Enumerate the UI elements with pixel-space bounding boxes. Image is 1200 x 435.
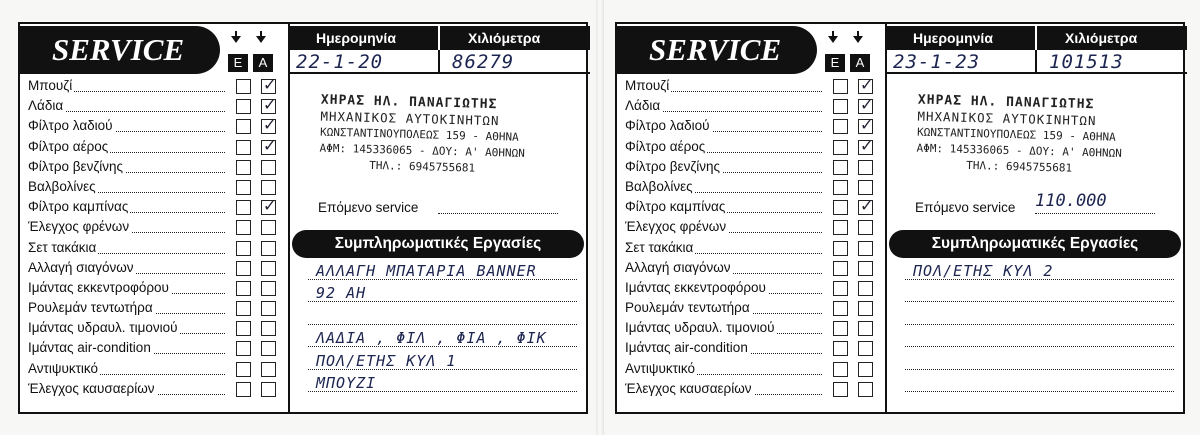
service-item bbox=[625, 318, 880, 338]
check-e-box[interactable] bbox=[833, 200, 848, 215]
check-e-box[interactable] bbox=[833, 362, 848, 377]
service-item bbox=[28, 116, 283, 136]
check-a-box[interactable] bbox=[858, 281, 873, 296]
checkmark-icon bbox=[860, 117, 873, 133]
check-e-box[interactable] bbox=[833, 79, 848, 94]
check-e-box[interactable] bbox=[833, 281, 848, 296]
extra-work-line[interactable] bbox=[905, 350, 1180, 373]
service-item bbox=[28, 96, 283, 116]
check-e-box[interactable] bbox=[833, 160, 848, 175]
service-item-label: Σετ τακάκια bbox=[28, 239, 97, 255]
check-e-box[interactable] bbox=[236, 382, 251, 397]
checkmark-icon bbox=[860, 138, 873, 154]
service-item bbox=[28, 217, 283, 237]
date-header: Ημερομηνία bbox=[913, 30, 993, 46]
record-header bbox=[887, 26, 1187, 50]
checklist-panel bbox=[617, 24, 883, 412]
check-e-box[interactable] bbox=[236, 79, 251, 94]
check-a-box[interactable] bbox=[261, 160, 276, 175]
check-a-box[interactable] bbox=[261, 180, 276, 195]
service-item bbox=[625, 96, 880, 116]
service-item bbox=[28, 177, 283, 197]
check-e-box[interactable] bbox=[236, 241, 251, 256]
stamp-phone: ΤΗΛ.: 6945755681 bbox=[369, 158, 476, 175]
check-a-box[interactable] bbox=[858, 160, 873, 175]
check-e-box[interactable] bbox=[236, 220, 251, 235]
check-a-box[interactable] bbox=[858, 301, 873, 316]
check-e-box[interactable] bbox=[833, 261, 848, 276]
service-item bbox=[28, 238, 283, 258]
service-item-label: Λάδια bbox=[28, 98, 64, 114]
check-e-box[interactable] bbox=[236, 362, 251, 377]
service-item bbox=[28, 137, 283, 157]
next-service-label: Επόμενο service bbox=[915, 200, 1016, 215]
service-item-label: Φίλτρο βενζίνης bbox=[625, 158, 721, 174]
service-item-label: Ιμάντας υδραυλ. τιμονιού bbox=[28, 320, 178, 336]
stamp-address: ΚΩΝΣΤΑΝΤΙΝΟΥΠΟΛΕΩΣ 159 - ΑΘΗΝΑ bbox=[916, 125, 1116, 144]
next-service-line bbox=[1035, 213, 1155, 214]
check-a-box[interactable] bbox=[261, 140, 276, 155]
check-a-box[interactable] bbox=[261, 119, 276, 134]
checkmark-icon bbox=[860, 77, 873, 93]
service-item-label: Σετ τακάκια bbox=[625, 239, 694, 255]
arrow-down-icon bbox=[853, 36, 863, 43]
check-a-box[interactable] bbox=[261, 200, 276, 215]
check-a-box[interactable] bbox=[261, 382, 276, 397]
extra-work-line[interactable] bbox=[905, 283, 1180, 306]
extra-work-line[interactable] bbox=[905, 305, 1180, 328]
check-e-box[interactable] bbox=[833, 99, 848, 114]
service-item bbox=[625, 238, 880, 258]
service-item bbox=[625, 298, 880, 318]
km-header: Χιλιόμετρα bbox=[468, 30, 541, 46]
check-e-box[interactable] bbox=[833, 321, 848, 336]
extra-work-line[interactable] bbox=[905, 260, 1180, 283]
service-item-label: Φίλτρο καμπίνας bbox=[625, 199, 726, 215]
page-fold bbox=[596, 0, 604, 435]
service-item bbox=[625, 157, 880, 177]
check-a-box[interactable] bbox=[261, 281, 276, 296]
service-item-label: Έλεγχος φρένων bbox=[625, 219, 727, 235]
record-values bbox=[887, 50, 1187, 74]
check-e-box[interactable] bbox=[236, 140, 251, 155]
arrow-down-icon bbox=[231, 36, 241, 43]
arrow-down-icon bbox=[256, 36, 266, 43]
extra-work-text: ΑΛΛΑΓΗ ΜΠΑΤΑΡΙΑ BANNER bbox=[316, 261, 537, 280]
extra-work-text: 92 AH bbox=[316, 284, 367, 302]
service-item-label: Μπουζί bbox=[28, 78, 73, 93]
checkmark-icon bbox=[860, 198, 873, 214]
extra-work-line[interactable] bbox=[308, 305, 583, 328]
date-header: Ημερομηνία bbox=[316, 30, 396, 46]
service-item-label: Αντιψυκτικό bbox=[625, 360, 696, 376]
extra-work-text: ΠΟΛ/ΕΤΗΣ ΚΥΛ 2 bbox=[913, 261, 1054, 280]
check-a-box[interactable] bbox=[261, 220, 276, 235]
checkmark-icon bbox=[263, 117, 276, 133]
service-item bbox=[28, 157, 283, 177]
service-item bbox=[625, 116, 880, 136]
service-item bbox=[625, 338, 880, 358]
checkmark-icon bbox=[263, 77, 276, 93]
service-item-label: Βαλβολίνες bbox=[28, 178, 96, 194]
check-e-box[interactable] bbox=[236, 341, 251, 356]
check-a-box[interactable] bbox=[858, 220, 873, 235]
check-a-box[interactable] bbox=[261, 99, 276, 114]
service-item bbox=[28, 318, 283, 338]
service-item-label: Ρουλεμάν τεντωτήρα bbox=[625, 300, 750, 316]
service-item bbox=[625, 217, 880, 237]
column-e-header: Ε bbox=[228, 54, 248, 72]
dotted-rule bbox=[905, 301, 1174, 302]
check-e-box[interactable] bbox=[236, 261, 251, 276]
dotted-rule bbox=[905, 391, 1174, 392]
service-title: SERVICE bbox=[617, 26, 817, 74]
column-e-header: Ε bbox=[825, 54, 845, 72]
next-service-label: Επόμενο service bbox=[318, 200, 419, 215]
next-service-value[interactable]: 110.000 bbox=[1035, 191, 1107, 211]
extra-work-line[interactable] bbox=[308, 373, 583, 396]
service-item-label: Φίλτρο αέρος bbox=[28, 138, 109, 154]
record-panel bbox=[885, 24, 1185, 412]
service-card-2 bbox=[615, 22, 1185, 414]
service-item bbox=[28, 278, 283, 298]
arrow-down-icon bbox=[828, 36, 838, 43]
extra-work-line[interactable] bbox=[308, 260, 583, 283]
service-item-label: Ιμάντας εκκεντροφόρου bbox=[28, 279, 169, 295]
service-item-label: Έλεγχος καυσαερίων bbox=[625, 380, 752, 396]
service-items-list bbox=[625, 76, 880, 399]
checkmark-icon bbox=[263, 97, 276, 113]
service-item bbox=[625, 379, 880, 399]
extra-work-line[interactable] bbox=[308, 283, 583, 306]
service-item-label: Ιμάντας air-condition bbox=[28, 340, 151, 356]
dotted-rule bbox=[308, 324, 577, 325]
service-item bbox=[28, 197, 283, 217]
check-a-box[interactable] bbox=[858, 200, 873, 215]
extra-work-lines bbox=[308, 260, 583, 395]
check-e-box[interactable] bbox=[833, 119, 848, 134]
check-e-box[interactable] bbox=[833, 180, 848, 195]
service-item-label: Ιμάντας υδραυλ. τιμονιού bbox=[625, 320, 775, 336]
service-item-label: Αλλαγή σιαγόνων bbox=[625, 259, 731, 275]
km-value[interactable]: 86279 bbox=[452, 51, 515, 73]
check-e-box[interactable] bbox=[236, 160, 251, 175]
stamp-profession: ΜΗΧΑΝΙΚΟΣ ΑΥΤΟΚΙΝΗΤΩΝ bbox=[320, 108, 500, 129]
check-a-box[interactable] bbox=[261, 79, 276, 94]
date-value[interactable]: 22-1-20 bbox=[296, 51, 384, 73]
check-a-box[interactable] bbox=[261, 241, 276, 256]
checkmark-icon bbox=[263, 198, 276, 214]
service-item-label: Φίλτρο λαδιού bbox=[625, 118, 710, 134]
service-item bbox=[28, 76, 283, 96]
stamp-tax-id: ΑΦΜ: 145336065 - ΔΟΥ: Α' ΑΘΗΝΩΝ bbox=[319, 141, 526, 160]
service-item-label: Φίλτρο αέρος bbox=[625, 138, 706, 154]
extra-work-header: Συμπληρωματικές Εργασίες bbox=[889, 230, 1181, 258]
extra-work-line[interactable] bbox=[308, 350, 583, 373]
check-e-box[interactable] bbox=[833, 220, 848, 235]
check-e-box[interactable] bbox=[833, 241, 848, 256]
service-item bbox=[625, 197, 880, 217]
extra-work-line[interactable] bbox=[905, 328, 1180, 351]
service-item-label: Λάδια bbox=[625, 98, 661, 114]
check-a-box[interactable] bbox=[261, 261, 276, 276]
check-e-box[interactable] bbox=[833, 301, 848, 316]
service-item-label: Ιμάντας εκκεντροφόρου bbox=[625, 279, 766, 295]
check-e-box[interactable] bbox=[833, 341, 848, 356]
check-e-box[interactable] bbox=[236, 180, 251, 195]
stamp-phone: ΤΗΛ.: 6945755681 bbox=[966, 158, 1073, 175]
service-item bbox=[625, 278, 880, 298]
service-item-label: Φίλτρο λαδιού bbox=[28, 118, 113, 134]
extra-work-text: ΛΑΔΙΑ , ΦΙΛ , ΦΙΑ , ΦΙΚ bbox=[316, 329, 547, 347]
service-item bbox=[625, 359, 880, 379]
service-item bbox=[625, 76, 880, 96]
extra-work-lines bbox=[905, 260, 1180, 395]
stamp-name: ΧΗΡΑΣ ΗΛ. ΠΑΝΑΓΙΩΤΗΣ bbox=[917, 92, 1095, 113]
service-item-label: Βαλβολίνες bbox=[625, 178, 693, 194]
check-a-box[interactable] bbox=[858, 261, 873, 276]
service-item-label: Αλλαγή σιαγόνων bbox=[28, 259, 134, 275]
record-header bbox=[290, 26, 590, 50]
check-a-box[interactable] bbox=[858, 321, 873, 336]
service-item bbox=[28, 298, 283, 318]
km-header: Χιλιόμετρα bbox=[1065, 30, 1138, 46]
service-item-label: Φίλτρο καμπίνας bbox=[28, 199, 129, 215]
checkmark-icon bbox=[263, 138, 276, 154]
check-e-box[interactable] bbox=[236, 99, 251, 114]
service-item bbox=[28, 258, 283, 278]
service-item bbox=[625, 137, 880, 157]
dotted-rule bbox=[905, 369, 1174, 370]
service-item-label: Φίλτρο βενζίνης bbox=[28, 158, 124, 174]
check-a-box[interactable] bbox=[858, 79, 873, 94]
service-item-label: Έλεγχος καυσαερίων bbox=[28, 380, 155, 396]
check-e-box[interactable] bbox=[833, 140, 848, 155]
check-a-box[interactable] bbox=[858, 119, 873, 134]
record-panel bbox=[288, 24, 588, 412]
check-a-box[interactable] bbox=[261, 321, 276, 336]
extra-work-line[interactable] bbox=[308, 328, 583, 351]
date-value[interactable]: 23-1-23 bbox=[893, 51, 981, 73]
stamp-address: ΚΩΝΣΤΑΝΤΙΝΟΥΠΟΛΕΩΣ 159 - ΑΘΗΝΑ bbox=[319, 125, 519, 144]
check-a-box[interactable] bbox=[858, 382, 873, 397]
stamp-tax-id: ΑΦΜ: 145336065 - ΔΟΥ: Α' ΑΘΗΝΩΝ bbox=[916, 141, 1123, 160]
service-items-list bbox=[28, 76, 283, 399]
service-card-1 bbox=[18, 22, 588, 414]
check-a-box[interactable] bbox=[261, 301, 276, 316]
service-item bbox=[28, 338, 283, 358]
check-e-box[interactable] bbox=[236, 200, 251, 215]
check-e-box[interactable] bbox=[236, 321, 251, 336]
record-values bbox=[290, 50, 590, 74]
service-item bbox=[28, 379, 283, 399]
check-a-box[interactable] bbox=[261, 362, 276, 377]
check-a-box[interactable] bbox=[858, 341, 873, 356]
service-item-label: Μπουζί bbox=[625, 78, 670, 93]
check-a-box[interactable] bbox=[261, 341, 276, 356]
service-item bbox=[625, 258, 880, 278]
service-item bbox=[625, 177, 880, 197]
check-e-box[interactable] bbox=[236, 301, 251, 316]
service-item bbox=[28, 359, 283, 379]
check-e-box[interactable] bbox=[833, 382, 848, 397]
service-item-label: Αντιψυκτικό bbox=[28, 360, 99, 376]
check-e-box[interactable] bbox=[236, 119, 251, 134]
km-value[interactable]: 101513 bbox=[1049, 51, 1124, 73]
dotted-rule bbox=[905, 324, 1174, 325]
column-a-header: Α bbox=[253, 54, 273, 72]
dotted-rule bbox=[905, 346, 1174, 347]
check-e-box[interactable] bbox=[236, 281, 251, 296]
extra-work-header: Συμπληρωματικές Εργασίες bbox=[292, 230, 584, 258]
stamp-profession: ΜΗΧΑΝΙΚΟΣ ΑΥΤΟΚΙΝΗΤΩΝ bbox=[917, 108, 1097, 129]
column-a-header: Α bbox=[850, 54, 870, 72]
next-service-line bbox=[438, 213, 558, 214]
workshop-stamp bbox=[916, 93, 1180, 180]
extra-work-line[interactable] bbox=[905, 373, 1180, 396]
extra-work-text: ΜΠΟΥΖΙ bbox=[316, 374, 377, 392]
workshop-stamp bbox=[319, 93, 583, 180]
check-a-box[interactable] bbox=[858, 140, 873, 155]
checkmark-icon bbox=[860, 97, 873, 113]
check-a-box[interactable] bbox=[858, 180, 873, 195]
service-item-label: Ιμάντας air-condition bbox=[625, 340, 748, 356]
service-item-label: Ρουλεμάν τεντωτήρα bbox=[28, 300, 153, 316]
extra-work-text: ΠΟΛ/ΕΤΗΣ ΚΥΛ 1 bbox=[316, 351, 457, 370]
service-item-label: Έλεγχος φρένων bbox=[28, 219, 130, 235]
check-a-box[interactable] bbox=[858, 99, 873, 114]
stamp-name: ΧΗΡΑΣ ΗΛ. ΠΑΝΑΓΙΩΤΗΣ bbox=[320, 92, 498, 113]
checklist-panel bbox=[20, 24, 286, 412]
service-title: SERVICE bbox=[20, 26, 220, 74]
check-a-box[interactable] bbox=[858, 241, 873, 256]
check-a-box[interactable] bbox=[858, 362, 873, 377]
